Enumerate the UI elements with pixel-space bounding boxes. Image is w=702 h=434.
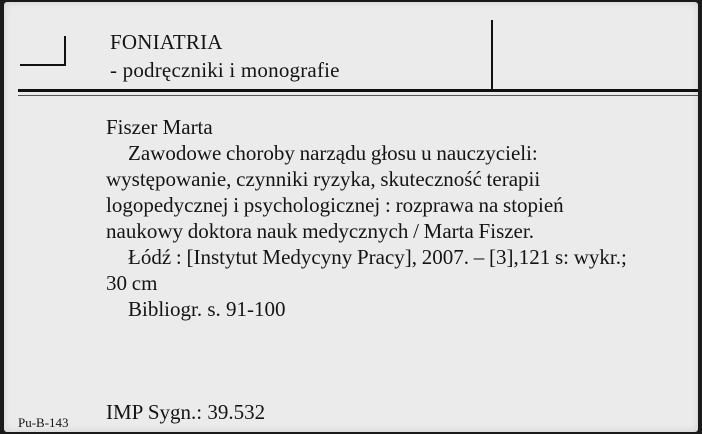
header-vertical-divider — [491, 20, 493, 90]
subject-subheading: - podręczniki i monografie — [110, 58, 340, 82]
subject-heading: FONIATRIA — [110, 30, 223, 54]
record-body — [106, 114, 636, 322]
header-rule-thin — [18, 95, 698, 96]
card-code: Pu-B-143 — [18, 415, 69, 430]
record-author: Fiszer Marta — [106, 115, 213, 139]
shelf-signature: IMP Sygn.: 39.532 — [106, 400, 266, 424]
corner-bracket-mark — [20, 36, 66, 66]
record-bibliography: Bibliogr. s. 91-100 — [128, 297, 286, 321]
catalog-card — [4, 2, 698, 432]
record-imprint: Łódź : [Instytut Medycyny Pracy], 2007. – [3],121 s: wykr.; 30 cm — [106, 245, 627, 295]
header-rule — [18, 89, 698, 92]
record-title-statement: Zawodowe choroby narządu głosu u nauczycieli: występowanie, czynniki ryzyka, skuteczność terapii logopedycznej i psychologicznej : rozprawa na stopień naukowy doktora nauk medycznych / Marta Fiszer. — [106, 141, 564, 243]
